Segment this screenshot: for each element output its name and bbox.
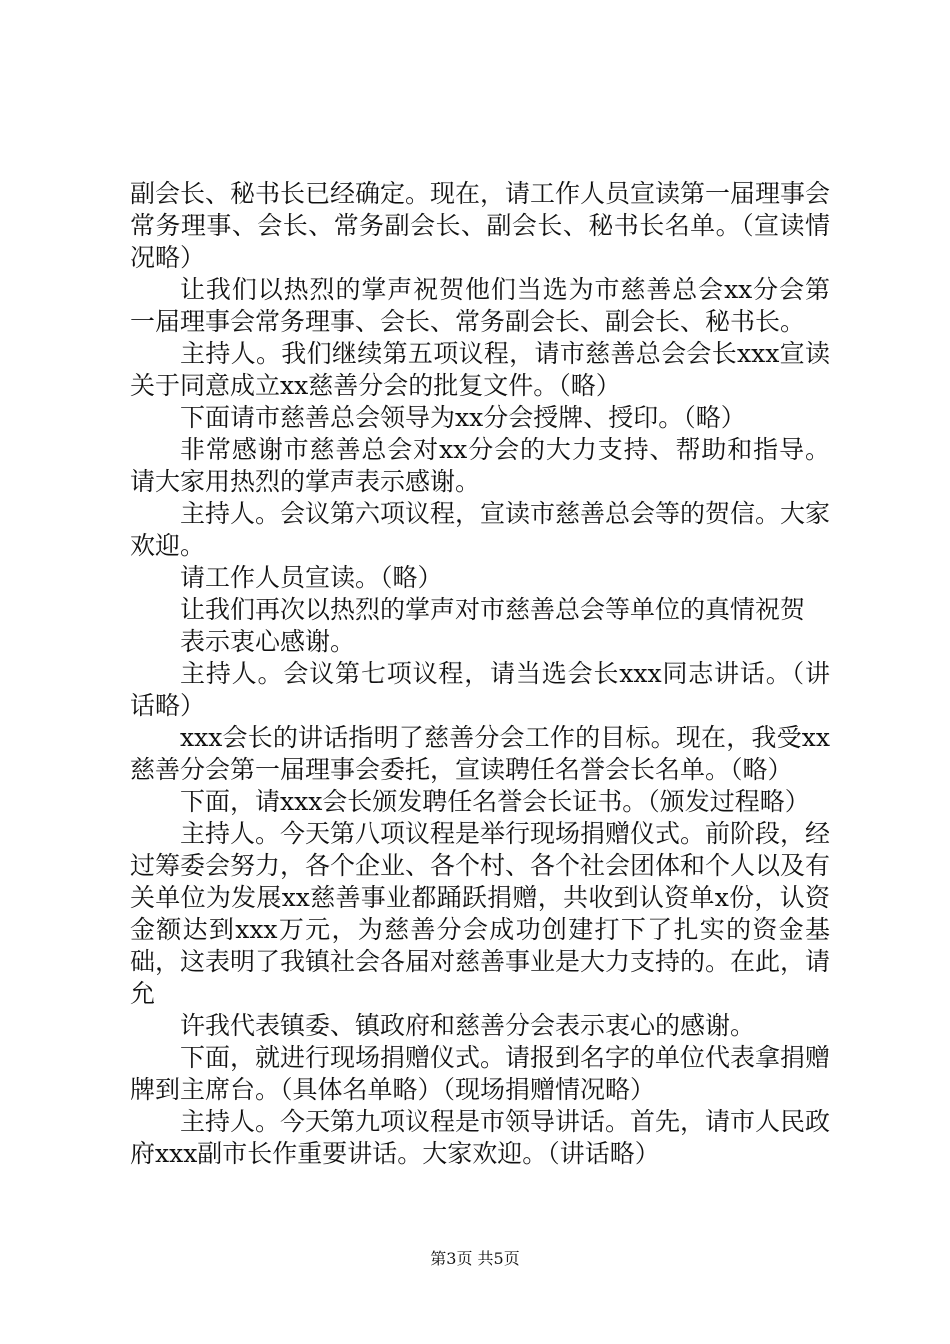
paragraph: 主持人。今天第八项议程是举行现场捐赠仪式。前阶段，经过筹委会努力，各个企业、各个村、各个社会团体和个人以及有关单位为发展xx慈善事业都踊跃捐赠，共收到认资单x份，认资金额达到xxx万元，为慈善分会成功创建打下了扎实的资金基础，这表明了我镇社会各届对慈善事业是大力支持的。在此，请允	[130, 819, 831, 1008]
paragraph: 主持人。会议第七项议程，请当选会长xxx同志讲话。（讲话略）	[130, 659, 830, 720]
paragraph: 下面，请xxx会长颁发聘任名誉会长证书。（颁发过程略）	[180, 787, 810, 816]
paragraph: 主持人。会议第六项议程，宣读市慈善总会等的贺信。大家欢迎。	[130, 499, 831, 560]
paragraph: 主持人。我们继续第五项议程，请市慈善总会会长xxx宣读关于同意成立xx慈善分会的批复文件。（略）	[130, 339, 830, 400]
paragraph: 让我们以热烈的掌声祝贺他们当选为市慈善总会xx分会第一届理事会常务理事、会长、常务副会长、副会长、秘书长。	[130, 275, 830, 336]
paragraph: 表示衷心感谢。	[180, 627, 356, 656]
paragraph: 下面请市慈善总会领导为xx分会授牌、授印。（略）	[180, 403, 746, 432]
paragraph: 下面，就进行现场捐赠仪式。请报到名字的单位代表拿捐赠牌到主席台。（具体名单略）（现场捐赠情况略）	[130, 1043, 831, 1104]
paragraph: 主持人。今天第九项议程是市领导讲话。首先，请市人民政府xxx副市长作重要讲话。大家欢迎。（讲话略）	[130, 1107, 831, 1168]
paragraph: 请工作人员宣读。（略）	[180, 563, 443, 592]
paragraph: 让我们再次以热烈的掌声对市慈善总会等单位的真情祝贺	[180, 595, 806, 624]
paragraph: xxx会长的讲话指明了慈善分会工作的目标。现在，我受xx慈善分会第一届理事会委托，宣读聘任名誉会长名单。（略）	[130, 723, 830, 784]
paragraph: 非常感谢市慈善总会对xx分会的大力支持、帮助和指导。请大家用热烈的掌声表示感谢。	[130, 435, 830, 496]
paragraph: 副会长、秘书长已经确定。现在，请工作人员宣读第一届理事会常务理事、会长、常务副会长、副会长、秘书长名单。（宣读情况略）	[130, 179, 831, 272]
paragraph: 许我代表镇委、镇政府和慈善分会表示衷心的感谢。	[180, 1011, 756, 1040]
page-footer: 第3页 共5页	[430, 1249, 520, 1268]
document-body	[130, 178, 830, 1170]
